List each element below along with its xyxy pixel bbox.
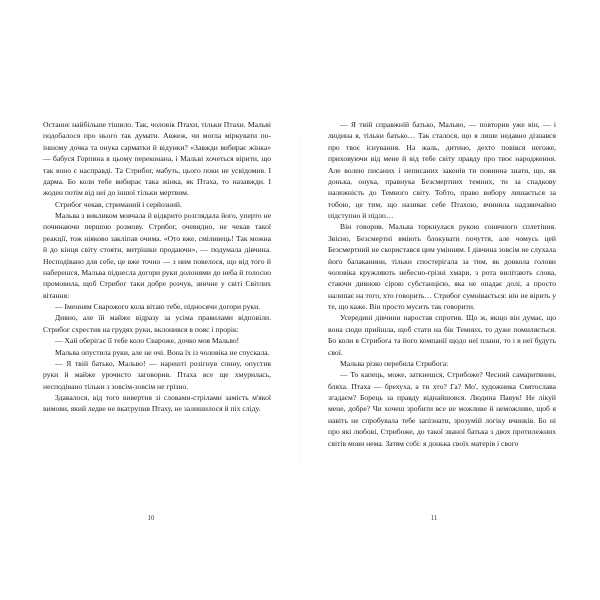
paragraph: Усередині дівчини наростав спротив. Що ж, якщо він думає, що вона сюди прийшла, щоб стати на бік Темних, то дуже помиляється. Бо коли в Стрибога та його компанії щодо неї плани, то і в неї будуть свої. <box>328 313 556 357</box>
paragraph: Мальва опустила руки, але не очі. Вона їх із чоловіка не спускала. <box>55 347 270 357</box>
paragraph: Він говорив. Мальва торкнулася рукою сонячного сплетіння. Звісно, Безсмертні вміють блокувати почуття, але чомусь цей Безсмертний не скористався цим умінням. І дівчина зовсім не слухала його балаканини, тільки спостерігала за тим, як довкола голови чоловіка кружляють небесно-грізні хмари, з рота вилітають слова, стаючи дивною сірою субстанцією, яка не опадає долі, а просто налипає на того, хто говорить… Стрибог сумнівається: він не вірить у те, що каже. Він просто мусить так говорити. <box>328 222 556 311</box>
paragraph: Мальва з викликом мовчала й відкрито розглядала його, уперто не починаючи першою розмову. Стрибог, очевидно, не чекав такої реакції, тож ніяково закліпав очима. «Ото вже, сміливець! Так можна й до кінця світу стояти, витрішки продаючи», — подумала дівчина. Несподівано для себе, це вже точно — з ним повелося, що від того й наберешся, Мальва піднесла догори руки долонями до неба й голосно промовила, щоб Стрибог таки добре розчув, звичне у світі Світлих вітання: <box>43 211 271 300</box>
paragraph: — Хай оберігає її тебе коло Свароже, дочко моя Мальво! <box>55 336 240 346</box>
book-gutter <box>300 0 301 600</box>
paragraph: — То капець, може, заткнешся, Стрибоже? Чесний самаритянин, бляха. Птаха — брехуха, а ти хто? Га? Мо', художника Святослава згадаєм? Борець за правду віднайшовся. Людина Павук! Не лікуй мене, добре? Чи хочеш зробити все не можливе й неможливе, щоб я навіть не спробувала тебе запізнати, зрозумій логіку вчинків. Бо ні про які любові, Стрибоже, до такої званої батька з двох протилежних світів мови нема. Затям собі: я донька своїх матерів і свого <box>328 370 556 448</box>
paragraph: — Я твій батько, Мальво! — нарешті розігнув спину, опустив руки й майже урочисто заговорив. Птаха все ще хмурилась, несподівано тільки з зовсім-зовсім не грізно. <box>43 358 271 391</box>
page-number: 11 <box>430 515 438 522</box>
paragraph: Останнє найбільше тішило. Так, чоловік Птахи, тільки Птахи. Мальві подобалося про нього так думати. Авжеж, чи могла міркувати по-іншому дочка та онука сарматки й відунки? «Завжди вибирає жінка» — бабуся Горпина в цьому переконана, і Мальві хочеться вірити, що так воно є насправді. Та Стрибог, мабуть, цього поки не усвідомив. І дарма. Бо коли тебе вибирає така жінка, як Птаха, то назавжди. І жоден потім від неї до іншої тільки мертвим. <box>43 120 271 198</box>
paragraph: Дивно, але їй майже відразу за усіма правилами відповіли. Стрибог схрестив на грудях руки, вклонився в пояс і прорік: <box>43 313 271 334</box>
paragraph: Стрибог чекав, стриманий і серйозний. <box>55 199 182 209</box>
paragraph: — Я твій справжній батько, Мальво, — повторив уже він, — і людина я, тільки батько… Так сталося, що я лише недавно дізнався про твоє існування. На жаль, дитино, дехто повівся негоже, приховуючи від мене й від тебе світу правду про твоє народження. Але волею писаних і неписаних законів ти повинна знати, що, як донька, онука, правнука Безсмертних темних, ти за спадкову належність до Темного світу. Тобто, право вибору лишається за тобою, це тим, що називає себе Птахою, вчинила надзвичайно підступно й підло… <box>328 120 556 220</box>
right-page-text <box>328 119 556 449</box>
paragraph: Здавалося, від того вивертня зі словами-стрілами замість м'якої вимови, який ледве не вкатрупив Птаху, не залишилося й піх сліду. <box>43 393 271 414</box>
paragraph: Мальва різко перебила Стрибога: <box>340 358 449 368</box>
paragraph: — Іменням Сварожого кола вітаю тебе, підносячи догори руки. <box>55 302 261 311</box>
left-page-text <box>43 119 271 415</box>
page-number: 10 <box>147 515 155 522</box>
